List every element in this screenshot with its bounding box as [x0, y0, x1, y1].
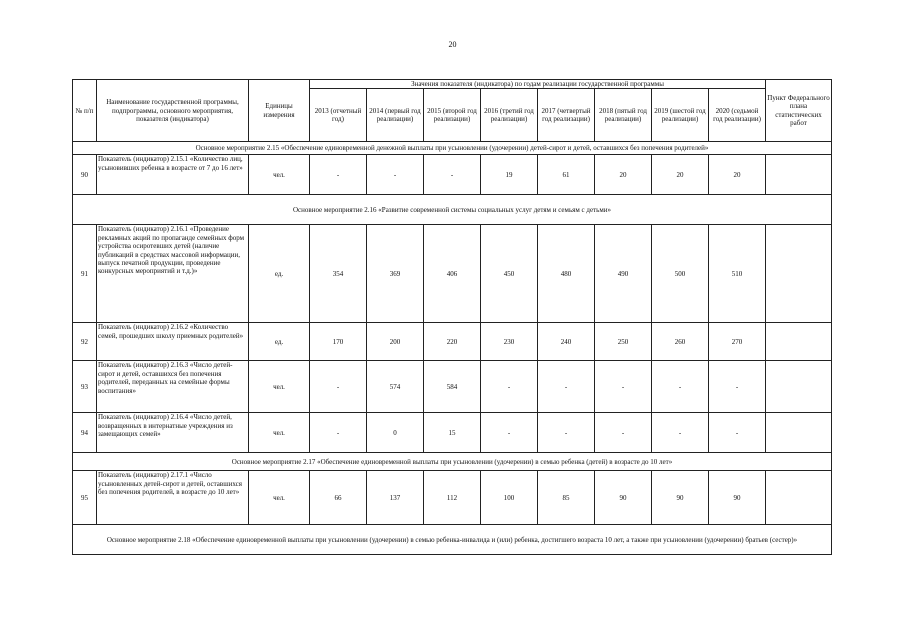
indicator-name: Показатель (индикатор) 2.15.1 «Количество лиц, усыновивших ребенка в возрасте от 7 до 16 лет»	[97, 155, 249, 195]
value-cell: 0	[367, 413, 424, 453]
header-year: 2016 (третий год реализации)	[481, 89, 538, 142]
row-number: 90	[73, 155, 97, 195]
value-cell: -	[481, 361, 538, 413]
page-number: 20	[448, 40, 457, 49]
value-cell: -	[595, 361, 652, 413]
section-title: Основное мероприятие 2.18 «Обеспечение единовременной выплаты при усыновлении (удочерении) в семью ребенка-инвалида и (или) ребенка, достигшего возраста 10 лет, а также при усыновлении (удочерении) братьев (сестер)»	[73, 525, 832, 555]
value-cell: 480	[538, 225, 595, 323]
value-cell: 90	[652, 471, 709, 525]
header-units: Единицы измерения	[249, 80, 310, 142]
value-cell: 450	[481, 225, 538, 323]
indicator-name: Показатель (индикатор) 2.16.3 «Число детей-сирот и детей, оставшихся без попечения родителей, переданных на семейные формы воспитания»	[97, 361, 249, 413]
value-cell: 354	[310, 225, 367, 323]
value-cell: 260	[652, 323, 709, 361]
value-cell: -	[652, 413, 709, 453]
value-cell: 15	[424, 413, 481, 453]
value-cell: 490	[595, 225, 652, 323]
plan-cell	[766, 155, 832, 195]
plan-cell	[766, 225, 832, 323]
header-num: № п/п	[73, 80, 97, 142]
header-year: 2017 (четвертый год реализации)	[538, 89, 595, 142]
table-row	[73, 413, 832, 453]
value-cell: 510	[709, 225, 766, 323]
row-number: 92	[73, 323, 97, 361]
unit-cell: чел.	[249, 361, 310, 413]
plan-cell	[766, 323, 832, 361]
row-number: 94	[73, 413, 97, 453]
value-cell: 137	[367, 471, 424, 525]
value-cell: 500	[652, 225, 709, 323]
value-cell: 20	[709, 155, 766, 195]
value-cell: 250	[595, 323, 652, 361]
header-year: 2018 (пятый год реализации)	[595, 89, 652, 142]
value-cell: 270	[709, 323, 766, 361]
value-cell: -	[538, 361, 595, 413]
header-year: 2014 (первый год реализации)	[367, 89, 424, 142]
indicator-name: Показатель (индикатор) 2.16.1 «Проведение рекламных акций по пропаганде семейных форм устройства осиротевших детей (наличие публикаций в средствах массовой информации, выпуск печатной продукции, проведение конкурсных мероприятий и т.д.)»	[97, 225, 249, 323]
value-cell: -	[310, 413, 367, 453]
value-cell: 100	[481, 471, 538, 525]
value-cell: 20	[595, 155, 652, 195]
unit-cell: ед.	[249, 323, 310, 361]
table-row	[73, 361, 832, 413]
row-number: 91	[73, 225, 97, 323]
header-values-group: Значения показателя (индикатора) по годам реализации государственной программы	[310, 80, 766, 89]
unit-cell: чел.	[249, 155, 310, 195]
indicator-name: Показатель (индикатор) 2.16.4 «Число детей, возвращенных в интернатные учреждения из замещающих семей»	[97, 413, 249, 453]
section-title: Основное мероприятие 2.15 «Обеспечение единовременной денежной выплаты при усыновлении (удочерении) детей-сирот и детей, оставшихся без попечения родителей»	[73, 142, 832, 155]
row-number: 95	[73, 471, 97, 525]
value-cell: -	[424, 155, 481, 195]
section-row	[73, 142, 832, 155]
section-row	[73, 525, 832, 555]
value-cell: 66	[310, 471, 367, 525]
header-year: 2019 (шестой год реализации)	[652, 89, 709, 142]
header-year: 2015 (второй год реализации)	[424, 89, 481, 142]
value-cell: 90	[709, 471, 766, 525]
value-cell: -	[310, 155, 367, 195]
table-row	[73, 323, 832, 361]
unit-cell: чел.	[249, 413, 310, 453]
value-cell: -	[310, 361, 367, 413]
section-title: Основное мероприятие 2.17 «Обеспечение единовременной выплаты при усыновлении (удочерении) в семью ребенка (детей) в возрасте до 10 лет»	[73, 453, 832, 471]
section-row	[73, 453, 832, 471]
header-year: 2020 (седьмой год реализации)	[709, 89, 766, 142]
plan-cell	[766, 361, 832, 413]
value-cell: 61	[538, 155, 595, 195]
value-cell: -	[709, 361, 766, 413]
table-row	[73, 471, 832, 525]
value-cell: 200	[367, 323, 424, 361]
value-cell: -	[595, 413, 652, 453]
header-year: 2013 (отчетный год)	[310, 89, 367, 142]
header-plan: Пункт Федерального плана статистических работ	[766, 80, 832, 142]
value-cell: 240	[538, 323, 595, 361]
value-cell: -	[709, 413, 766, 453]
unit-cell: чел.	[249, 471, 310, 525]
indicator-name: Показатель (индикатор) 2.16.2 «Количество семей, прошедших школу приемных родителей»	[97, 323, 249, 361]
value-cell: 574	[367, 361, 424, 413]
value-cell: 406	[424, 225, 481, 323]
value-cell: -	[481, 413, 538, 453]
value-cell: -	[367, 155, 424, 195]
value-cell: 220	[424, 323, 481, 361]
table-row	[73, 225, 832, 323]
value-cell: 90	[595, 471, 652, 525]
section-row	[73, 195, 832, 225]
unit-cell: ед.	[249, 225, 310, 323]
section-title: Основное мероприятие 2.16 «Развитие современной системы социальных услуг детям и семьям с детьми»	[73, 195, 832, 225]
plan-cell	[766, 413, 832, 453]
value-cell: 230	[481, 323, 538, 361]
value-cell: 170	[310, 323, 367, 361]
value-cell: -	[538, 413, 595, 453]
plan-cell	[766, 471, 832, 525]
indicators-table	[72, 79, 832, 555]
indicator-name: Показатель (индикатор) 2.17.1 «Число усыновленных детей-сирот и детей, оставшихся без попечения родителей, в возрасте до 10 лет»	[97, 471, 249, 525]
value-cell: 20	[652, 155, 709, 195]
row-number: 93	[73, 361, 97, 413]
value-cell: 369	[367, 225, 424, 323]
value-cell: 85	[538, 471, 595, 525]
value-cell: 584	[424, 361, 481, 413]
header-name: Наименование государственной программы, подпрограммы, основного мероприятия, показателя (индикатора)	[97, 80, 249, 142]
value-cell: -	[652, 361, 709, 413]
value-cell: 19	[481, 155, 538, 195]
value-cell: 112	[424, 471, 481, 525]
table-row	[73, 155, 832, 195]
